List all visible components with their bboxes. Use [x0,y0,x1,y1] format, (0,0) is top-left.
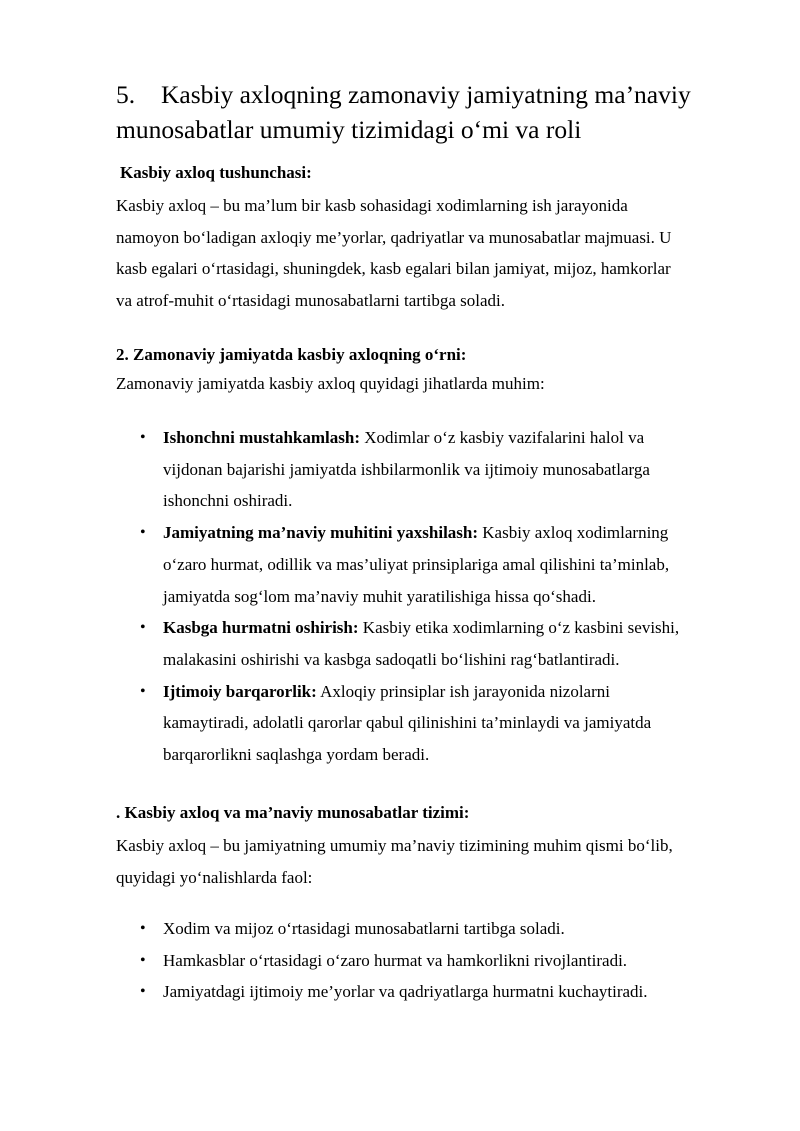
list-item [0,976,800,1008]
paragraph-line: kasb egalari o‘rtasidagi, shuningdek, kasb egalari bilan jamiyat, mijoz, hamkorlar [116,259,671,279]
list-item-term: Ijtimoiy barqarorlik: [163,681,317,701]
list-item [0,422,800,517]
paragraph-line: Kasbiy axloq – bu jamiyatning umumiy ma’naviy tizimining muhim qismi bo‘lib, [116,836,673,855]
paragraph-line: namoyon bo‘ladigan axloqiy me’yorlar, qadriyatlar va munosabatlar majmuasi. U [116,227,672,247]
list-item [0,945,800,977]
section-2-intro [116,368,736,400]
bullet-icon: • [140,920,146,937]
list-item-line: Hamkasblar o‘rtasidagi o‘zaro hurmat va hamkorlikni rivojlantiradi. [163,950,628,970]
bullet-icon: • [140,983,146,1001]
paragraph-line: va atrof-muhit o‘rtasidagi munosabatlarni tartibga soladi. [116,291,505,311]
list-item-text: Axloqiy prinsiplar ish jarayonida nizolarni [316,681,610,701]
section-3-bullet-list [0,913,800,1008]
bullet-icon: • [140,524,146,542]
list-item-term: Kasbga hurmatni oshirish: [163,618,359,638]
bullet-icon: • [140,951,146,969]
section-1-paragraph [116,190,736,317]
title-line-1: Kasbiy axloqning zamonaviy jamiyatning ma’naviy [161,80,691,109]
list-item-line: kamaytiradi, adolatli qarorlar qabul qilinishini ta’minlaydi va jamiyatda [163,713,652,733]
list-item-line: o‘zaro hurmat, odillik va mas’uliyat prinsiplariga amal qilishini ta’minlab, [163,554,670,574]
list-item-line [163,422,800,454]
list-item-text: Kasbiy etika xodimlarning o‘z kasbini sevishi, [358,618,680,638]
bullet-icon: • [140,619,146,637]
document-title [116,77,743,147]
list-item-term: Ishonchni mustahkamlash: [163,428,360,447]
section-2-bullet-list [0,422,800,771]
list-item [0,517,800,612]
list-item-line [163,612,800,644]
list-item-line: Jamiyatdagi ijtimoiy me’yorlar va qadriyatlarga hurmatni kuchaytiradi. [163,982,648,1002]
paragraph-line: quyidagi yo‘nalishlarda faol: [116,867,313,887]
list-item [0,913,800,945]
list-item-line [163,676,800,708]
list-item-line: barqarorlikni saqlashga yordam beradi. [163,745,430,765]
list-item-line: malakasini oshirishi va kasbga sadoqatli bo‘lishini rag‘batlantiradi. [163,649,620,669]
title-number: 5. [116,80,136,109]
list-item-text: Kasbiy axloq xodimlarning [478,523,669,543]
list-item-line: vijdonan bajarishi jamiyatda ishbilarmonlik va ijtimoiy munosabatlarga [163,459,650,479]
section-3-heading: . Kasbiy axloq va ma’naviy munosabatlar tizimi: [116,803,470,822]
list-item-line: Xodim va mijoz o‘rtasidagi munosabatlarni tartibga soladi. [163,919,565,938]
list-item [0,612,800,675]
list-item [0,676,800,771]
list-item-line: jamiyatda sog‘lom ma’naviy muhit yaratilishiga hissa qo‘shadi. [163,586,596,606]
section-2-heading: 2. Zamonaviy jamiyatda kasbiy axloqning o‘rni: [116,345,467,364]
paragraph-line: Kasbiy axloq – bu ma’lum bir kasb sohasidagi xodimlarning ish jarayonida [116,196,628,215]
section-1-heading: Kasbiy axloq tushunchasi: [120,163,312,182]
list-item-line: ishonchni oshiradi. [163,491,293,511]
list-item-term: Jamiyatning ma’naviy muhitini yaxshilash: [163,523,479,543]
paragraph-line: Zamonaviy jamiyatda kasbiy axloq quyidagi jihatlarda muhim: [116,374,545,393]
list-item-text: Xodimlar o‘z kasbiy vazifalarini halol va [360,428,645,447]
bullet-icon: • [140,429,146,446]
section-3-paragraph [116,830,736,893]
title-line-2: munosabatlar umumiy tizimidagi o‘mi va roli [116,115,582,144]
bullet-icon: • [140,682,146,700]
list-item-line [163,517,800,549]
